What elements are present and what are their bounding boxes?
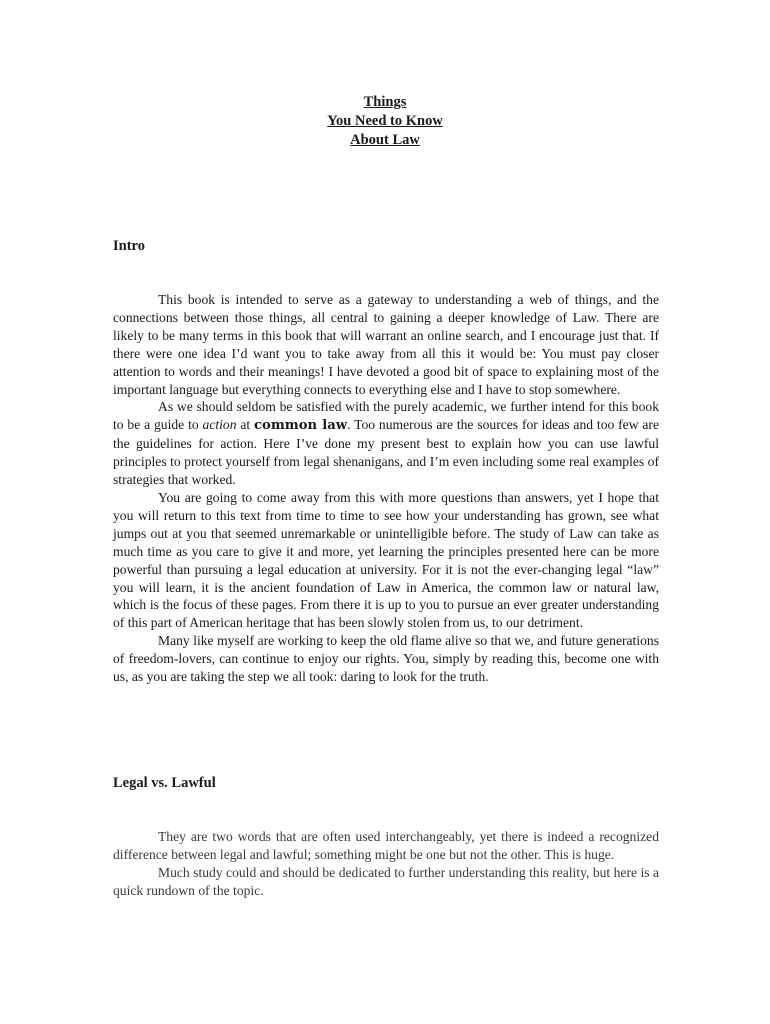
intro-paragraph-4: Many like myself are working to keep the old flame alive so that we, and future generations of freedom-lovers, can continue to enjoy our rights. You, simply by reading this, become one with us, as you are taking the step we all took: daring to look for the truth. bbox=[113, 633, 659, 685]
title-line-3: About Law bbox=[350, 132, 420, 148]
intro-p2-italic: action bbox=[202, 417, 237, 433]
common-law-term: common law bbox=[254, 418, 348, 434]
document-title bbox=[0, 93, 770, 150]
intro-paragraph-3: You are going to come away from this with more questions than answers, yet I hope that you will return to this text from time to time to see how your understanding has grown, see what jumps out at you that seemed unremarkable or unintelligible before. The study of Law can take as much time as you care to give it and more, yet learning the principles presented here can be more powerful than pursuing a legal education at university. For it is not the ever-changing legal “law” you will learn, it is the ancient foundation of Law in America, the common law or natural law, which is the focus of these pages. From there it is up to you to pursue an ever greater understanding of this part of American heritage that has been slowly stolen from us, to our detriment. bbox=[113, 489, 659, 631]
intro-paragraph-2 bbox=[113, 398, 659, 489]
title-line-1: Things bbox=[363, 94, 407, 110]
intro-paragraph-1: This book is intended to serve as a gateway to understanding a web of things, and the connections between those things, all central to gaining a deeper knowledge of Law. There are likely to be many terms in this book that will warrant an online search, and I encourage just that. If there were one idea I’d want you to take away from all this it would be: You must pay closer attention to words and their meanings! I have devoted a good bit of space to explaining most of the important language but everything connects to everything else and I have to stop somewhere. bbox=[113, 292, 659, 397]
intro-section bbox=[113, 291, 659, 686]
intro-heading: Intro bbox=[113, 238, 145, 254]
title-line-2: You Need to Know bbox=[327, 113, 443, 129]
intro-p2-text-b: at bbox=[236, 417, 255, 433]
legal-vs-lawful-section bbox=[113, 828, 659, 900]
legal-paragraph-1: They are two words that are often used interchangeably, yet there is indeed a recognized difference between legal and lawful; something might be one but not the other. This is huge. bbox=[113, 829, 659, 862]
legal-paragraph-2: Much study could and should be dedicated to further understanding this reality, but here is a quick rundown of the topic. bbox=[113, 864, 659, 898]
legal-vs-lawful-heading: Legal vs. Lawful bbox=[113, 775, 216, 791]
intro-p2-text-c: . Too numerous are the sources for ideas and too few are the guidelines for action. Here I’ve done my present best to explain how you can use lawful principles to protect yourself from legal shenanigans, and I’m even including some real examples of strategies that worked. bbox=[113, 417, 659, 488]
intro-p2-text-a: As we should seldom be satisfied with the purely academic, we further intend for this book to be a guide to bbox=[113, 399, 659, 433]
